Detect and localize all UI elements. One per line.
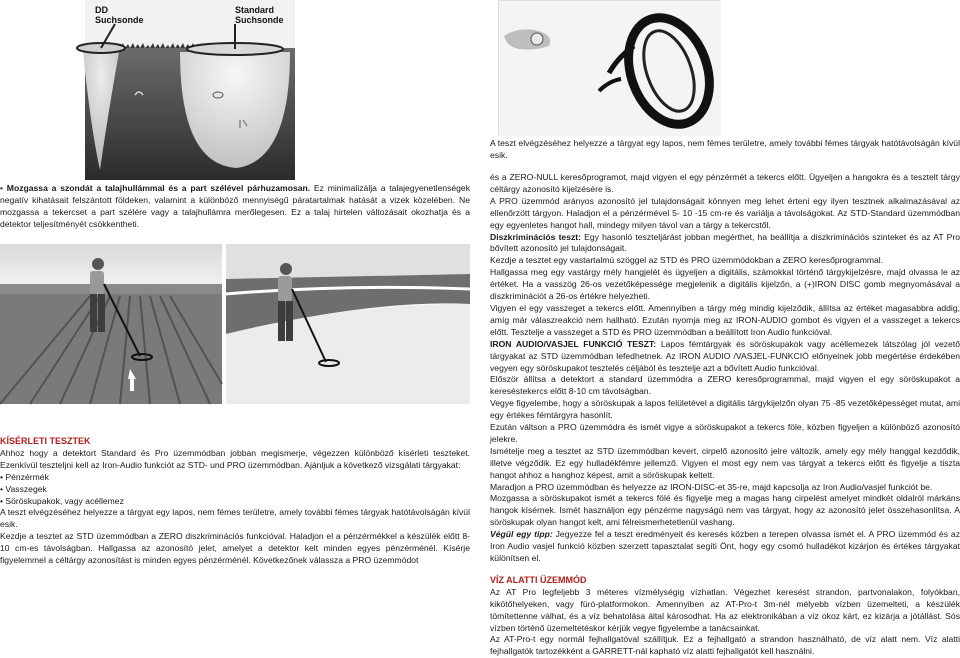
right-top-paragraph: A teszt elvégzéséhez helyezze a tárgyat egy lapos, nem fémes területre, amely további fémes tárgyak hatótávolságán kívül esik.: [490, 138, 960, 160]
iron-audio-test-text: Lapos fémtárgyak és söröskupakok vagy acéllemezek látszólag jól vezető tárgyakat az STD üzemmódban lefedhetnek. Az IRON AUDIO /VASJEL-FUNKCIÓ előnyeinek jobb megértése érdekében vegyen egy söröskupakot tesztelés céljából és tesztelje azt a bővített Audio funkcióval.: [490, 338, 960, 373]
iron-audio-test-heading: IRON AUDIO/VASJEL FUNKCIÓ TESZT:: [490, 338, 657, 349]
standard-probe-label-line1: Standard: [235, 5, 275, 15]
iron-audio-test-paragraph: [490, 339, 960, 375]
intro-bullet: [0, 183, 7, 193]
right-paragraph-12: Maradjon a PRO üzemmódban és helyezze az IRON-DISC-et 35-re, majd kapcsolja az Iron Audio/vasjel funkciót be.: [490, 481, 933, 492]
underwater-paragraph-1: Az AT Pro legfeljebb 3 méteres vízmélységig vízhatlan. Végezhet keresést strandon, partvonalakon, folyókban, kikötőhelyeken, vagy füró-platformokon. Amennyiben az AT-Pro-t 3m-nél mélyebb vízben üzemelteti, a készülék tömítettenne válhat, és a víz behatolása által károsodhat. Ha az elektronikában a víz okoz kárt, ez kizárja a jótállást. Sós vízben történő üzemeltetéskor kérjük vegye figyelembe a tanácsainkat.: [490, 586, 960, 633]
section-spacer: [490, 565, 960, 575]
intro-paragraph: [0, 183, 470, 231]
dd-probe-label-line1: DD: [95, 5, 108, 15]
tests-heading: KÍSÉRLETI TESZTEK: [0, 436, 91, 446]
final-tip-paragraph: [490, 529, 960, 565]
dd-probe-label-line2: Suchsonde: [95, 15, 144, 25]
right-paragraph-4: Kezdje a tesztet egy vastartalmú szöggel az STD és PRO üzemmódokban a ZERO keresőprogrammal.: [490, 255, 884, 266]
probe-comparison-image: [85, 0, 295, 180]
beach-illustration: [226, 244, 470, 404]
right-paragraph-5: Hallgassa meg egy vastárgy mély hangjelét és ügyeljen a digitális, számokkal történő tárgykijelzésre, majd olvassa le az értéket. Ha a vasszög 26-os vezetőképessége megjelenik a digitális kijelzőn, a (+)IRON DISC gomb megnyomásával a diszkriminációt a 26-os értékre helyezheti.: [490, 267, 960, 302]
discrimination-test-text: Egy hasonló teszteljárást jobban megérthet, ha beállítja a diszkriminációs szinteket és az AT Pro bővített azonosító jel tulajdonságait.: [490, 231, 960, 254]
underwater-mode-heading: VÍZ ALATTI ÜZEMMÓD: [490, 574, 587, 585]
right-paragraph-10: Ezután váltson a PRO üzemmódra és ismét vigye a söröskupakot a tekercs föle, közben figyeljen a különböző azonosító jelekre.: [490, 422, 960, 444]
right-paragraph-13: Mozgassa a söröskupakot ismét a tekercs fölé és figyelje meg a magas hang cirpelést amelyet mindkét oldalról márkáns hangok kísérnek. Ismét használjon egy pénzérme nagyságú nem vas tárgyat, hogy az azonosító jelet összehasonlítsa. A söröskupak olyan hangot kelt, ami félreismerhetetlenül vashang.: [490, 493, 960, 528]
underwater-paragraph-2: Az AT-Pro-t egy normál fejhallgatóval szállítjuk. Ez a fejhallgató a strandon használható, de víz alatt nem. Víz alatti fejhallgatók tartozékként a GARRETT-nál kapható víz alatti fejhallgatót kell használni.: [490, 634, 960, 657]
beach-sweep-photo: [226, 244, 470, 404]
discrimination-test-heading: Diszkriminációs teszt:: [490, 231, 582, 242]
hand-coil-illustration: [499, 1, 721, 136]
field-sweep-photo: [0, 244, 222, 404]
dd-probe-label: [95, 5, 144, 25]
tests-section: [0, 436, 470, 567]
probe-comparison-illustration: [85, 0, 295, 180]
right-paragraph-1: és a ZERO-NULL keresőprogramot, majd vigyen el egy pénzérmét a tekercs előtt. Ügyeljen a hangokra és a tesztelt tárgy céltárgy azonosító kijelzésére is.: [490, 172, 960, 194]
right-paragraph-6: Vigyen el egy vasszeget a tekercs előtt. Amennyiben a tárgy még mindig kijelződik, állítsa az értéket magasabbra addig, amíg már válaszreakció nem hallható. Ezután nyomja meg az IRON-AUDIO gombot és vigyen el a vasszeget a tekercs előtt. Tesztelje a vasszeget a STD és PRO üzemmódban a beállított Iron Audio funkcióval.: [490, 302, 960, 337]
standard-probe-label: [235, 5, 284, 25]
final-tip-text: Jegyezze fel a teszt eredményeit és keresés közben a terepen olvassa ismét el. A PRO üzemmód és az Iron Audio vasjel funkció közben szerzett tapasztalat segíti Önt, hogy egy csomó hulladékot kizárjon és értékes tárgyakat különítsen el.: [490, 529, 960, 563]
right-paragraph-8: Először állítsa a detektort a standard üzemmódra a ZERO keresőprogrammal, majd vigyen el egy söröskupakot a kereséstekercs előtt 8-10 cm távolságban.: [490, 374, 960, 397]
final-tip-heading: Végül egy tipp:: [490, 529, 553, 540]
test-item-coins: • Pénzérmék: [0, 472, 470, 484]
right-paragraph-11: Ismételje meg a tesztet az STD üzemmódban kevert, cirpelő azonosító jelre változik, amely egy mély hanggal kezdődik, illetve végződik. Ez egy hulladékfémre jellemző. Vigyen el most egy nem vas tárgyat a tekercs előtt és figyelje a tiszta hangot ahhoz a hanghoz képest, amit a söröskupak keltett.: [490, 445, 960, 480]
standard-probe-label-line2: Suchsonde: [235, 15, 284, 25]
test-item-caps: • Söröskupakok, vagy acéllemez: [0, 496, 470, 508]
right-paragraph-9: Vegye figyelembe, hogy a söröskupak a lapos felületével a digitális tárgykijelzőn olyan 75 -85 vezetőképességet mutat, ami egy értékes fémtárgyra hasonlít.: [490, 398, 960, 421]
plowed-field-illustration: [0, 244, 222, 404]
tests-paragraph-1: Ahhoz hogy a detektort Standard és Pro üzemmódban jobban megismerje, végezzen különböző kísérleti teszteket. Ezenkívül teszteljni kell az Iron-Audio funkciót az STD- und PRO üzemmódban. Ajánljuk a következő vizsgálati tárgyakat:: [0, 447, 470, 470]
tests-paragraph-3: Kezdje a tesztet az STD üzemmódban a ZERO diszkriminációs funkcióval. Haladjon el a pénzérmékkel a készülék előtt 8-10 cm-es távolságban. Hallgassa az azonosító jelet, amelyet a detektor kelt minden egyes pénzérménél. Kísérje figyelemmel a céltárgy azonosítást is minden egyes pénzérménél. Következőnek válassza a PRO üzemmódot: [0, 531, 470, 566]
right-paragraph-2: A PRO üzemmód arányos azonosító jel tulajdonságait könnyen meg lehet érteni egy ilyen tesztnek alkalmazásával az ellenőrzött tárgyon. Haladjon el a pénzérmével 5- 10 -15 cm-re és variálja a távolságokat. Az STD-Standard üzemmódban egy egyenletes hangot hall, mindegy milyen távol van a tárgy a tekercstől.: [490, 195, 960, 230]
coil-photo: [498, 0, 720, 135]
tests-paragraph-2: A teszt elvégzéséhez helyezze a tárgyat egy lapos, nem fémes területre, amely további fémes tárgyak hatótávolságán kívül esik.: [0, 507, 470, 530]
discrimination-test-paragraph: [490, 232, 960, 256]
intro-text: Ez minimalizálja a talajegyenetlenségek negatív kihatásait felszántott földeken, valamint a különböző mennyiségű páratartalmak hatását a vizek közelében. Ne mozgassa a tekercset a part szélére vagy a talajhullámra merőlegesen. Ez a talaj hirtelen változásait okozhatja és a detektor teljesítményét csökkentheti.: [0, 183, 470, 229]
intro-bold-text: Mozgassa a szondát a talajhullámmal és a part szélével párhuzamosan.: [6, 183, 311, 193]
test-item-nails: • Vasszegek: [0, 484, 470, 496]
right-main-text: [490, 172, 960, 658]
